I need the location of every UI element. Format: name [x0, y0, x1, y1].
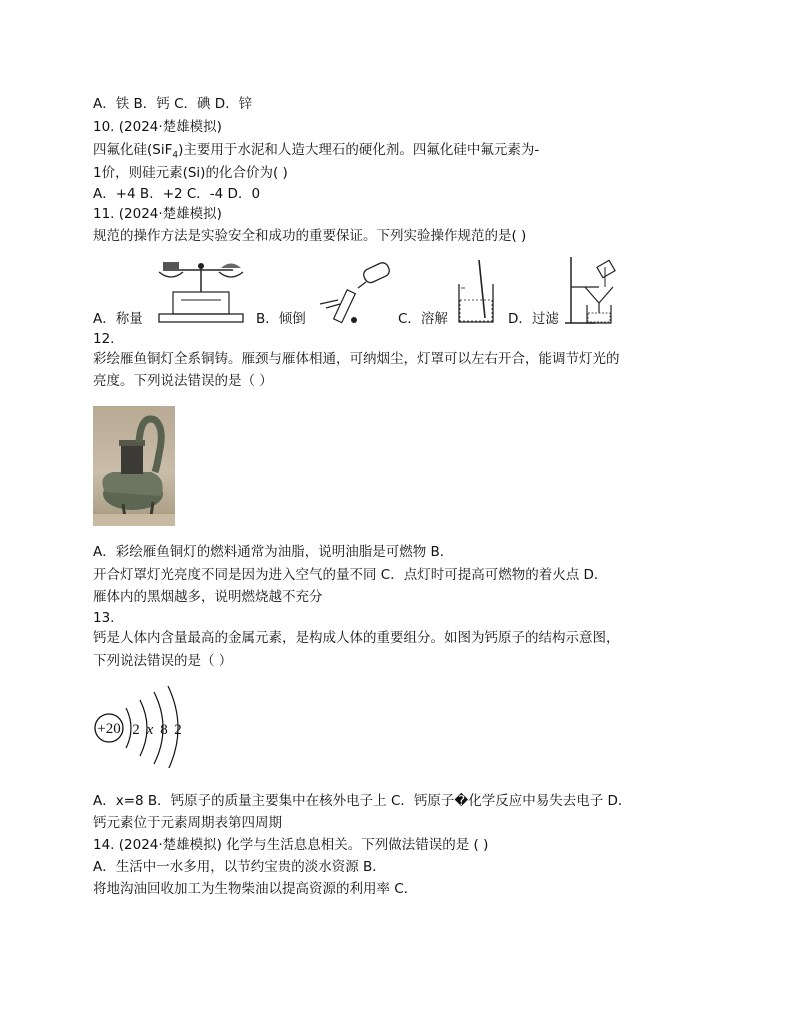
bronze-lamp-photo [93, 406, 175, 526]
q11-label-c: C．溶解 [398, 311, 448, 327]
q14-options-line1: A．生活中一水多用，以节约宝贵的淡水资源 B． [93, 859, 386, 875]
q13-stem-line2: 下列说法错误的是（ ） [93, 653, 233, 669]
q12-options-line3: 雁体内的黑烟越多，说明燃烧越不充分 [93, 589, 323, 605]
q12-header: 12. [93, 331, 115, 347]
lamp-drawing [93, 406, 175, 526]
q10-stem-line2: 1价，则硅元素(Si)的化合价为( ) [93, 165, 288, 181]
q11-label-d: D．过滤 [508, 311, 559, 327]
pouring-figure [318, 260, 394, 326]
nucleus-charge: +20 [97, 721, 121, 737]
q11-header: 11. (2024·楚雄模拟) [93, 206, 222, 222]
q10-options: A．+4 B．+2 C．-4 D．0 [93, 186, 261, 202]
calcium-atom-diagram [92, 684, 192, 768]
q10-header: 10. (2024·楚雄模拟) [93, 119, 222, 135]
q14-stem: 14. (2024·楚雄模拟) 化学与生活息息相关。下列做法错误的是 ( ) [93, 837, 489, 853]
q11-label-b: B．倾倒 [256, 311, 306, 327]
q13-stem-line1: 钙是人体内含量最高的金属元素，是构成人体的重要组分。如图为钙原子的结构示意图， [93, 630, 620, 646]
q13-header: 13. [93, 610, 115, 626]
q10-subscript: 4 [172, 150, 179, 161]
q12-options-line1: A．彩绘雁鱼铜灯的燃料通常为油脂，说明油脂是可燃物 B． [93, 544, 454, 560]
filtration-figure [565, 253, 621, 327]
shell-2-electrons: x [146, 722, 154, 738]
shell-3-electrons: 8 [160, 722, 168, 738]
q14-options-line2: 将地沟油回收加工为生物柴油以提高资源的利用率 C． [93, 881, 418, 897]
q13-options-line2: 钙元素位于元素周期表第四周期 [93, 815, 282, 831]
q9-options: A．铁 B．钙 C．碘 D．锌 [93, 96, 253, 112]
balance-figure [155, 256, 247, 326]
q12-stem-line1: 彩绘雁鱼铜灯全系铜铸。雁颈与雁体相通，可纳烟尘，灯罩可以左右开合，能调节灯光的 [93, 351, 620, 367]
q11-label-a: A．称量 [93, 311, 143, 327]
q11-stem: 规范的操作方法是实验安全和成功的重要保证。下列实验操作规范的是( ) [93, 228, 527, 244]
q10-stem-line1: 四氟化硅(SiF$_4$)主要用于水泥和人造大理石的硬化剂。四氟化硅中氟元素为- [93, 142, 540, 161]
q12-stem-line2: 亮度。下列说法错误的是（ ） [93, 373, 273, 389]
shell-1-electrons: 2 [132, 722, 140, 738]
shell-4-electrons: 2 [174, 722, 182, 738]
q13-options-line1: A．x=8 B．钙原子的质量主要集中在核外电子上 C．钙原子�化学反应中易失去电子 D． [93, 793, 632, 809]
dissolving-figure [455, 256, 497, 326]
q12-options-line2: 开合灯罩灯光亮度不同是因为进入空气的量不同 C．点灯时可提高可燃物的着火点 D． [93, 567, 608, 583]
